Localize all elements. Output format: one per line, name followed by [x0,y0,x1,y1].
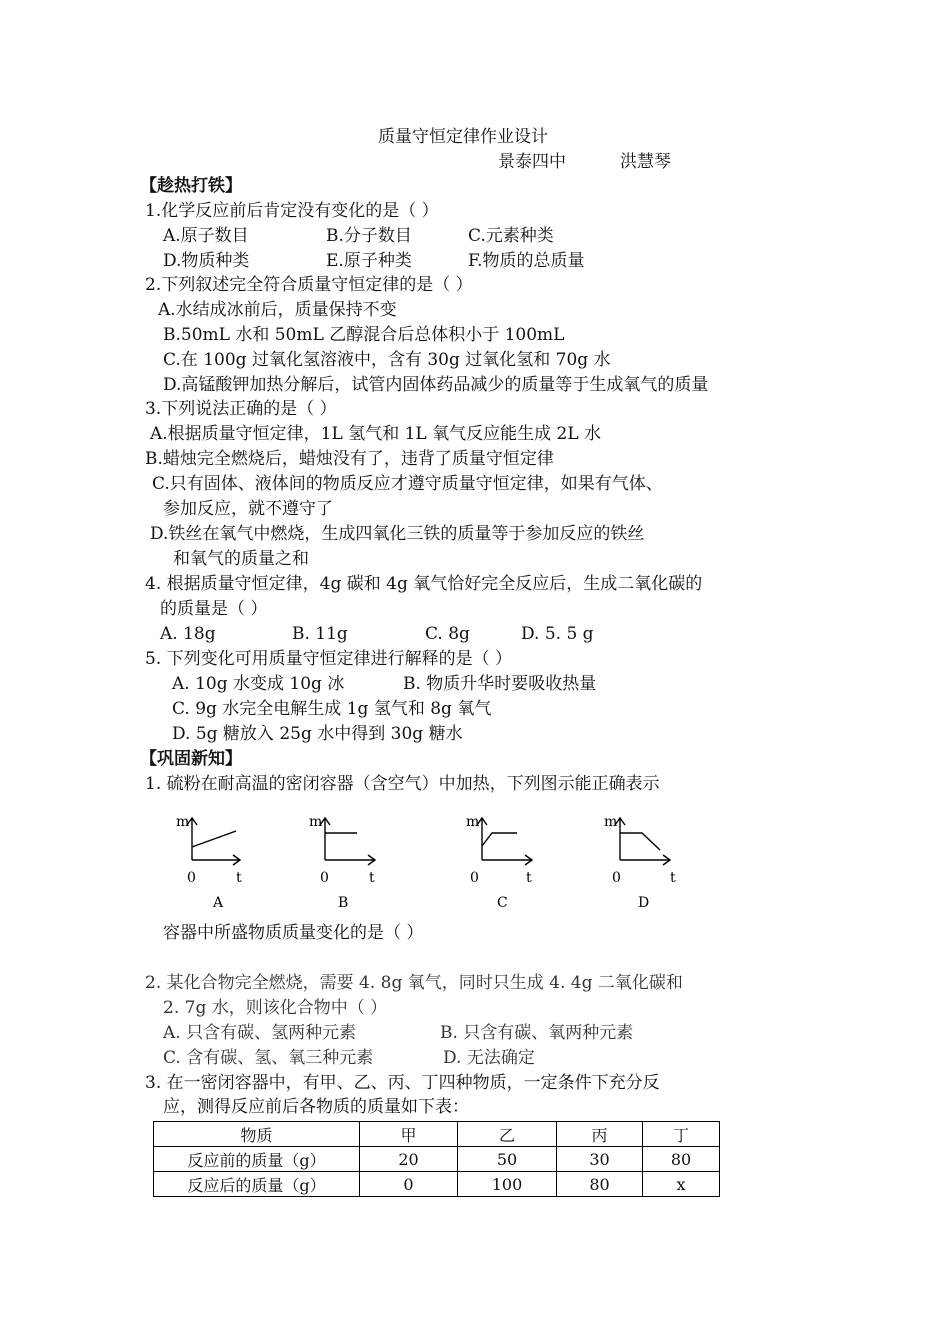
s1-q5-stem: 5. 下列变化可用质量守恒定律进行解释的是（ ） [145,649,513,669]
section-heading-2: 【巩固新知】 [140,749,242,769]
table-header-cell: 丙 [557,1122,643,1147]
table-header-cell: 丁 [643,1122,720,1147]
s2-q1-stem: 1. 硫粉在耐高温的密闭容器（含空气）中加热，下列图示能正确表示 [145,774,660,794]
mass-table [153,1121,720,1197]
s1-q5-option-a: A. 10g 水变成 10g 冰 [172,674,345,694]
graph-a-origin: 0 [187,870,196,886]
graph-c-y-label: m [466,814,480,830]
s1-q4-stem-2: 的质量是（ ） [160,599,268,619]
page-title: 质量守恒定律作业设计 [378,127,548,147]
graph-b-y-label: m [309,814,323,830]
s2-q2-stem-2: 2. 7g 水，则该化合物中（ ） [163,998,388,1018]
graph-b-x-label: t [369,870,375,886]
s1-q3-option-c-cont: 参加反应，就不遵守了 [163,499,333,519]
graph-d-y-label: m [604,814,618,830]
graph-b-label: B [338,895,349,911]
table-cell: 80 [557,1172,643,1197]
graph-a-x-label: t [236,870,242,886]
s1-q4-option-d: D. 5. 5 g [521,624,594,644]
graph-d-origin: 0 [612,870,621,886]
table-cell: 0 [360,1172,458,1197]
graph-a [172,812,262,912]
table-cell: 100 [458,1172,557,1197]
s1-q2-stem: 2.下列叙述完全符合质量守恒定律的是（ ） [145,275,473,295]
s1-q1-option-e: E.原子种类 [326,251,412,271]
s1-q5-option-d: D. 5g 糖放入 25g 水中得到 30g 糖水 [172,724,463,744]
table-header-cell: 乙 [458,1122,557,1147]
table-row [154,1172,720,1197]
graph-a-y-label: m [176,814,190,830]
author-school: 景泰四中 [498,152,566,172]
graph-c-origin: 0 [470,870,479,886]
s1-q3-option-d: D.铁丝在氧气中燃烧，生成四氧化三铁的质量等于参加反应的铁丝 [150,524,645,544]
s1-q1-option-d: D.物质种类 [163,251,250,271]
s1-q1-option-b: B.分子数目 [326,226,412,246]
graph-c-label: C [497,895,508,911]
s1-q2-option-d: D.高锰酸钾加热分解后，试管内固体药品减少的质量等于生成氧气的质量 [163,375,709,395]
s1-q4-stem-1: 4. 根据质量守恒定律，4g 碳和 4g 氧气恰好完全反应后，生成二氧化碳的 [145,574,703,594]
table-cell: 反应前的质量（g） [154,1147,360,1172]
s1-q2-option-a: A.水结成冰前后，质量保持不变 [158,300,397,320]
graph-b-origin: 0 [320,870,329,886]
graph-d-curve [620,833,660,850]
s2-q1-stem-cont: 容器中所盛物质质量变化的是（ ） [163,923,424,943]
table-row [154,1147,720,1172]
section-heading-1: 【趁热打铁】 [140,176,242,196]
s1-q5-option-b: B. 物质升华时要吸收热量 [403,674,597,694]
graph-c-curve [482,833,517,846]
s1-q2-option-b: B.50mL 水和 50mL 乙醇混合后总体积小于 100mL [163,325,565,345]
author-name: 洪慧琴 [620,152,671,172]
s1-q4-option-a: A. 18g [160,624,216,644]
s2-q2-option-b: B. 只含有碳、氧两种元素 [440,1023,634,1043]
graph-c [462,812,552,912]
table-header-cell: 物质 [154,1122,360,1147]
s1-q1-stem: 1.化学反应前后肯定没有变化的是（ ） [145,201,439,221]
s2-q2-option-a: A. 只含有碳、氢两种元素 [163,1023,357,1043]
s1-q2-option-c: C.在 100g 过氧化氢溶液中，含有 30g 过氧化氢和 70g 水 [163,350,611,370]
s1-q1-option-f: F.物质的总质量 [468,251,585,271]
s1-q4-option-c: C. 8g [425,624,470,644]
s1-q3-stem: 3.下列说法正确的是（ ） [145,399,337,419]
table-cell: 20 [360,1147,458,1172]
table-header-row [154,1122,720,1147]
s1-q3-option-c: C.只有固体、液体间的物质反应才遵守质量守恒定律，如果有气体、 [152,474,663,494]
s1-q4-option-b: B. 11g [292,624,348,644]
table-cell: 反应后的质量（g） [154,1172,360,1197]
table-cell: x [643,1172,720,1197]
s2-q2-option-d: D. 无法确定 [443,1048,535,1068]
table-header-cell: 甲 [360,1122,458,1147]
graph-d-x-label: t [670,870,676,886]
table-cell: 50 [458,1147,557,1172]
s2-q2-option-c: C. 含有碳、氢、氧三种元素 [163,1048,374,1068]
s1-q3-option-d-cont: 和氧气的质量之和 [173,549,309,569]
graph-d-label: D [638,895,650,911]
graph-a-curve [192,831,236,847]
graph-d [600,812,690,912]
s2-q3-stem-2: 应，测得反应前后各物质的质量如下表： [163,1097,469,1117]
table-cell: 30 [557,1147,643,1172]
table-cell: 80 [643,1147,720,1172]
graph-b [305,812,395,912]
s1-q5-option-c: C. 9g 水完全电解生成 1g 氢气和 8g 氧气 [172,699,492,719]
s1-q3-option-b: B.蜡烛完全燃烧后，蜡烛没有了，违背了质量守恒定律 [145,449,554,469]
graph-c-x-label: t [526,870,532,886]
s1-q3-option-a: A.根据质量守恒定律，1L 氢气和 1L 氧气反应能生成 2L 水 [150,424,602,444]
s1-q1-option-c: C.元素种类 [468,226,554,246]
s1-q1-option-a: A.原子数目 [163,226,249,246]
s2-q3-stem-1: 3. 在一密闭容器中，有甲、乙、丙、丁四种物质，一定条件下充分反 [145,1073,660,1093]
s2-q2-stem-1: 2. 某化合物完全燃烧，需要 4. 8g 氧气，同时只生成 4. 4g 二氧化碳和 [145,973,683,993]
graph-a-label: A [213,895,224,911]
